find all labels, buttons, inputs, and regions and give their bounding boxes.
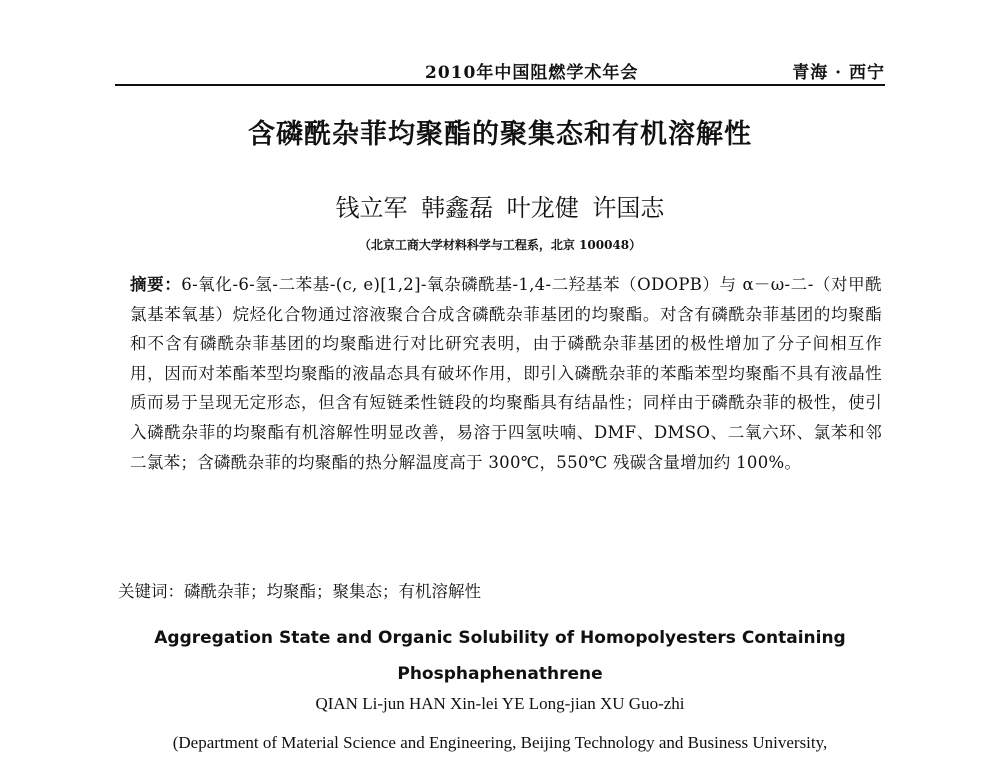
abstract-text: 6-氧化-6-氢-二苯基-(c, e)[1,2]-氧杂磷酰基-1,4-二羟基苯（ODOPB）与 α－ω-二-（对甲酰氯基苯氧基）烷烃化合物通过溶液聚合合成含磷酰杂菲基团的均聚酯。对含有磷酰杂菲基团的均聚酯和不含有磷酰杂菲基团的均聚酯进行对比研究表明，由于磷酰杂菲基团的极性增加了分子间相互作用，因而对苯酯苯型均聚酯的液晶态具有破坏作用，即引入磷酰杂菲的苯酯苯型均聚酯不具有液晶性质而易于呈现无定形态，但含有短链柔性链段的均聚酯具有结晶性；同样由于磷酰杂菲的极性，使引入磷酰杂菲的均聚酯有机溶解性明显改善，易溶于四氢呋喃、DMF、DMSO、二氧六环、氯苯和邻二氯苯；含磷酰杂菲的均聚酯的热分解温度高于 300℃，550℃ 残碳含量增加约 100%。 [130,275,882,472]
header-rule [115,84,885,86]
english-title-line-2: Phosphaphenathrene [397,664,603,684]
english-title-line-1: Aggregation State and Organic Solubility of Homopolyesters Containing [154,628,846,648]
running-header [115,58,885,82]
english-author-list: QIAN Li-jun HAN Xin-lei YE Long-jian XU Guo-zhi [315,694,685,713]
english-affiliation: (Department of Material Science and Engineering, Beijing Technology and Business University, [172,733,828,752]
english-title [0,620,1000,692]
author-list: 钱立军 韩鑫磊 叶龙健 许国志 [335,194,665,222]
abstract [130,270,882,477]
conference-location: 青海 · 西宁 [792,63,885,83]
keywords: 关键词：磷酰杂菲；均聚酯；聚集态；有机溶解性 [118,582,481,601]
paper-title: 含磷酰杂菲均聚酯的聚集态和有机溶解性 [248,119,752,150]
conference-name: 2010年中国阻燃学术年会 [425,63,639,83]
abstract-label: 摘要： [130,275,182,294]
author-affiliation: （北京工商大学材料科学与工程系，北京 100048） [358,238,642,252]
